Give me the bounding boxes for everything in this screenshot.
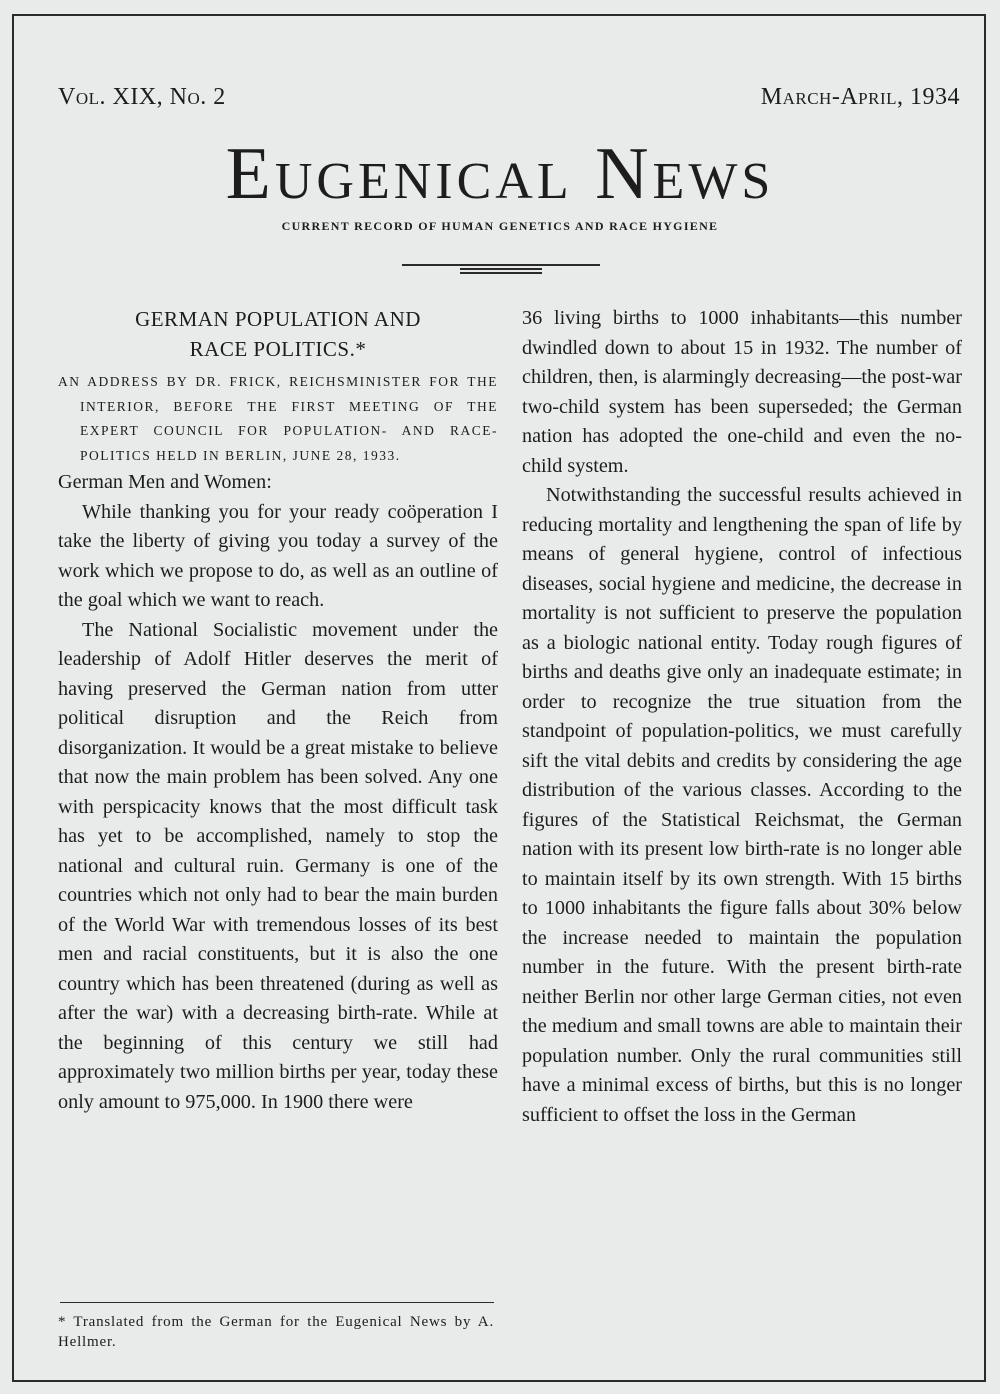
paragraph: The National Socialistic movement under the leadership of Adolf Hitler deserves the merit of having preserved the German nation from utter political disruption and the Reich from disorganization. It would be a great mistake to believe that now the main problem has been solved. Any one with perspicacity knows that the most difficult task has yet to be accomplished, namely to stop the national and cultural ruin. Germany is one of the countries which not only had to bear the main burden of the World War with tremendous losses of its best men and racial constituents, but it is also the one country which has been threatened (during as well as after the war) with a decreasing birth-rate. While at the beginning of this century we still had approximately two million births per year, today these only amount to 975,000. In 1900 there were	[58, 618, 498, 1113]
left-column	[58, 304, 498, 1117]
footnote: * Translated from the German for the Eugenical News by A. Hellmer.	[58, 1314, 494, 1350]
article-title-line-2: RACE POLITICS.*	[189, 337, 367, 361]
ornament-rule-bottom	[460, 272, 542, 274]
article-title-line-1: GERMAN POPULATION AND	[135, 307, 421, 331]
paragraph: Notwithstanding the successful results achieved in reducing mortality and lengthening the span of life by means of general hygiene, control of infectious diseases, social hygiene and medicine, the decrease in mortality is not sufficient to preserve the population as a biologic national entity. Today rough figures of births and deaths give only an inadequate estimate; in order to recognize the true situation from the standpoint of population-politics, we must carefully sift the vital debits and credits by considering the age distribution of the various classes. According to the figures of the Statistical Reichsmat, the German nation with its present low birth-rate is no longer able to maintain itself by its own strength. With 15 births to 1000 inhabitants the figure falls about 30% below the increase needed to maintain the population number in the future. With the present birth-rate neither Berlin nor other large German cities, not even the medium and small towns are able to maintain their population number. Only the rural communities still have a minimal excess of births, but this is no longer sufficient to offset the loss in the German	[522, 484, 962, 1126]
article-byline: AN ADDRESS BY DR. FRICK, REICHSMINISTER FOR THE INTERIOR, BEFORE THE FIRST MEETING OF THE EXPERT COUNCIL FOR POPULATION- AND RACE-POLITICS HELD IN BERLIN, JUNE 28, 1933.	[58, 374, 498, 463]
right-column	[522, 304, 962, 1130]
salutation: German Men and Women:	[58, 471, 272, 493]
footnote-divider	[60, 1302, 494, 1303]
ornament-rule-middle	[460, 268, 542, 270]
issue-date: March-April, 1934	[760, 84, 960, 110]
ornament-rule-top	[402, 264, 600, 266]
volume-number: Vol. XIX, No. 2	[58, 84, 226, 110]
paragraph: 36 living births to 1000 inhabitants—this number dwindled down to about 15 in 1932. The number of children, then, is alarmingly decreasing—the post-war two-child system has been superseded; the German nation has adopted the one-child and even the no-child system.	[522, 307, 962, 477]
article-title	[58, 304, 498, 364]
masthead-title: Eugenical News	[225, 133, 775, 215]
paragraph: While thanking you for your ready coöperation I take the liberty of giving you today a survey of the work which we propose to do, as well as an outline of the goal which we want to reach.	[58, 500, 498, 611]
masthead-subtitle: CURRENT RECORD OF HUMAN GENETICS AND RACE HYGIENE	[281, 219, 719, 233]
issue-header	[58, 84, 960, 120]
